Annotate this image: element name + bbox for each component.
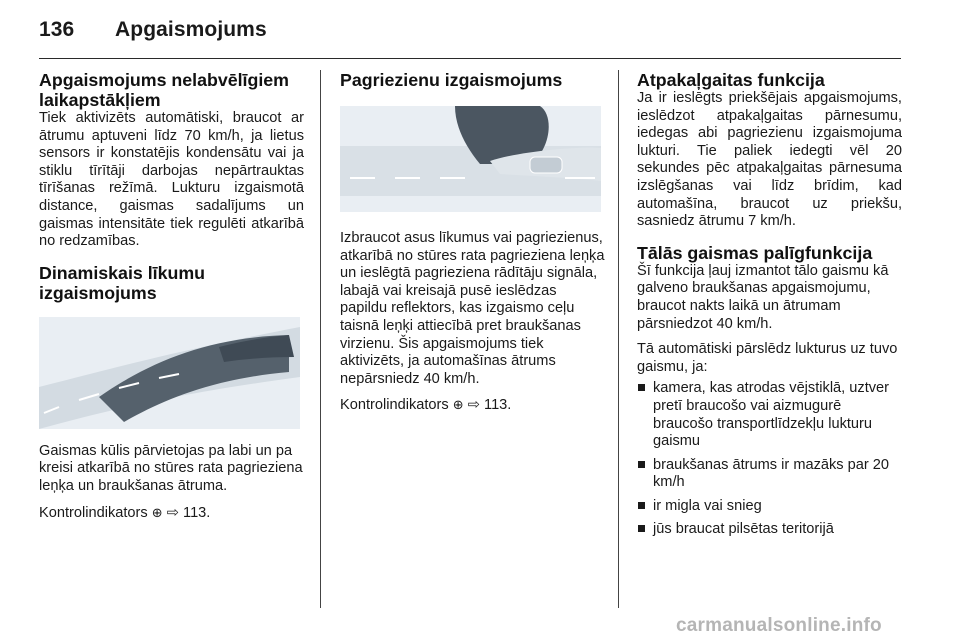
column-divider-1	[320, 70, 321, 608]
paragraph-dynamic-curve-light: Gaismas kūlis pārvietojas pa labi un pa kreisi atkarībā no stūres rata pagrieziena leņķa un braukšanas ātruma.	[39, 442, 303, 494]
page-ref-arrow-icon: ⇨	[467, 397, 480, 414]
bullet-square-icon	[638, 502, 645, 509]
watermark: carmanualsonline.info	[676, 615, 882, 636]
column-1	[39, 70, 304, 522]
header-rule	[39, 58, 901, 59]
paragraph-high-beam-conditions: Tā automātiski pārslēdz lukturus uz tuvo gaismu, ja:	[637, 341, 898, 375]
column-divider-2	[618, 70, 619, 608]
cornering-light-illustration	[340, 106, 601, 212]
page-title: Apgaismojums	[115, 18, 267, 41]
bullet-square-icon	[638, 384, 645, 391]
list-item: ir migla vai snieg	[637, 498, 902, 516]
page-header	[39, 18, 267, 48]
list-item: kamera, kas atrodas vējstiklā, uztver pretī braucošo vai aizmugurē braucošo transportlīdzekļu lukturu gaismu	[637, 380, 902, 450]
heading-high-beam-assist: Tālās gaismas palīgfunkcija	[637, 242, 873, 263]
control-indicator-ref-2	[340, 396, 605, 415]
control-indicator-label: Kontrolindikators	[340, 397, 449, 414]
curve-light-icon: ⊕	[452, 397, 464, 413]
heading-reverse-function: Atpakaļgaitas funkcija	[637, 70, 825, 90]
paragraph-high-beam-assist: Šī funkcija ļauj izmantot tālo gaismu kā galveno braukšanas apgaismojumu, braucot nakts laikā un ātrumam pārsniedzot 40 km/h.	[637, 262, 889, 332]
page-number: 136	[39, 18, 75, 41]
heading-dynamic-curve-light: Dinamiskais līkumu izgaismojums	[39, 262, 206, 303]
dynamic-curve-illustration	[39, 317, 300, 429]
page-ref-number[interactable]: 113.	[484, 397, 512, 414]
paragraph-adverse-weather: Tiek aktivizēts automātiski, braucot ar ātrumu aptuveni līdz 70 km/h, ja lietus sensors ir konstatējis kondensātu vai ja stiklu tīrītāji darbojas nepārtrauktas tīrīšanas režīmā. Lukturu izgaismotā distance, gaismas sadalījums un gaismas intensitāte tiek regulēti atkarībā no redzamības.	[39, 110, 304, 250]
list-item: braukšanas ātrums ir mazāks par 20 km/h	[637, 457, 902, 492]
condition-list	[637, 380, 902, 539]
paragraph-cornering-light: Izbraucot asus līkumus vai pagriezienus, atkarībā no stūres rata pagrieziena leņķa un ieslēgtā pagrieziena rādītāju signāla, labajā vai kreisajā pusē ieslēdzas papildu reflektors, kas izgaismo ceļu taisnā leņķi attiecībā pret braukšanas virzienu. Šis apgaismojums tiek aktivizēts, ja automašīnas ātrums nepārsniedz 40 km/h.	[340, 230, 605, 387]
figure-cornering-light	[340, 106, 601, 212]
control-indicator-label: Kontrolindikators	[39, 504, 148, 521]
page-ref-arrow-icon: ⇨	[166, 504, 179, 521]
bullet-square-icon	[638, 525, 645, 532]
bullet-square-icon	[638, 461, 645, 468]
column-3	[637, 70, 902, 545]
heading-cornering-light: Pagriezienu izgaismojums	[340, 70, 563, 90]
figure-dynamic-curve-light	[39, 317, 300, 429]
curve-light-icon: ⊕	[151, 504, 163, 520]
column-2	[340, 70, 605, 415]
heading-adverse-weather: Apgaismojums nelabvēlīgiem laikapstākļiem	[39, 70, 289, 110]
control-indicator-ref-1	[39, 504, 304, 523]
paragraph-reverse-function: Ja ir ieslēgts priekšējais apgaismojums, ieslēdzot atpakaļgaitas pārnesumu, iedegas abi pagriezienu izgaismojuma lukturi. Tie paliek iedegti vēl 20 sekundes pēc atpakaļgaitas pārnesuma izslēgšanas vai līdz brīdim, kad automašīna, braucot uz priekšu, sasniedz ātrumu 7 km/h.	[637, 90, 902, 230]
page-ref-number[interactable]: 113.	[183, 504, 211, 521]
list-item: jūs braucat pilsētas teritorijā	[637, 521, 902, 539]
